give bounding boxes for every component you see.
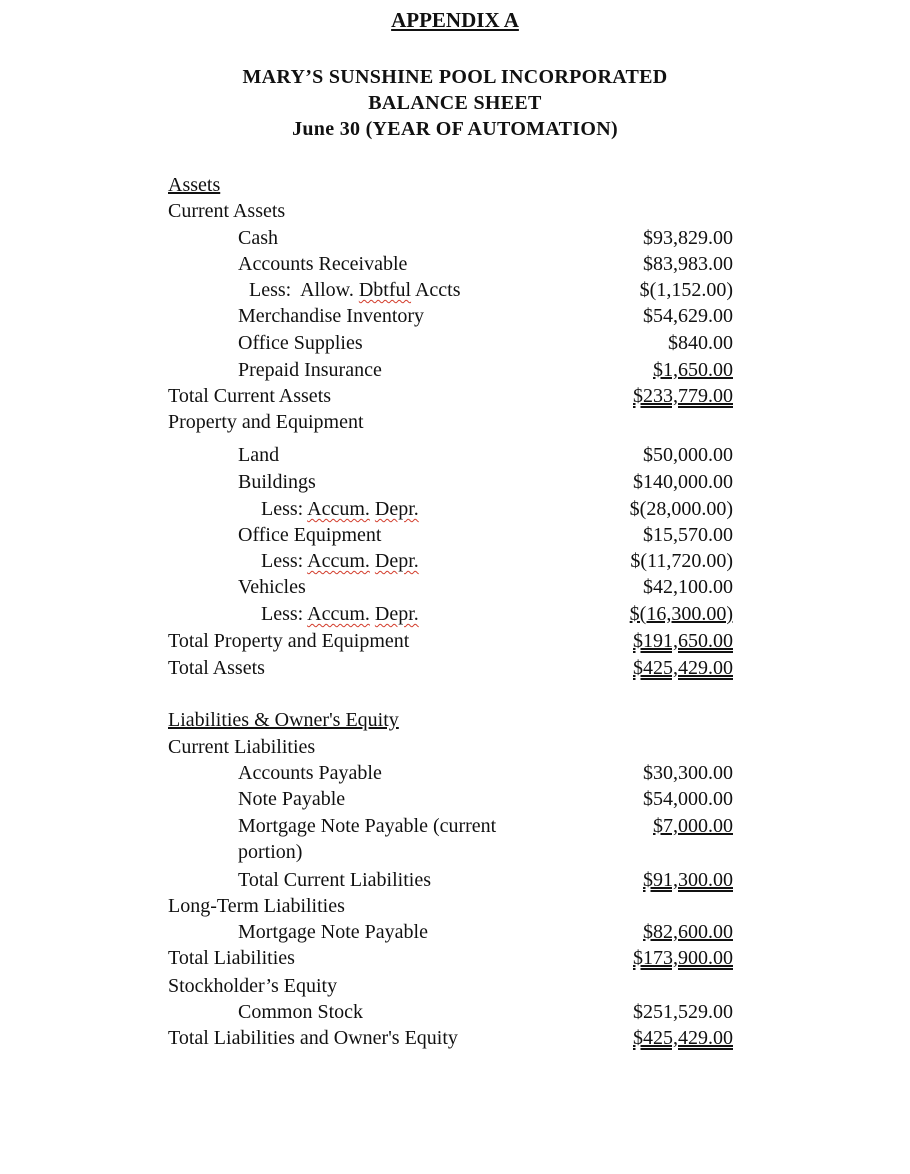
depr-word-accum: Accum. — [307, 498, 370, 520]
buildings-row — [0, 469, 910, 495]
depr-word-depr: Depr. — [374, 498, 419, 520]
appendix-heading: APPENDIX A — [391, 8, 519, 32]
land-label: Land — [238, 444, 280, 466]
total-liabilities-label: Total Liabilities — [168, 947, 295, 969]
total-property-row — [0, 628, 910, 654]
prepaid-insurance-value: $1,650.00 — [653, 359, 733, 381]
office-depreciation-value: $(11,720.00) — [630, 550, 733, 572]
buildings-label: Buildings — [238, 471, 316, 493]
land-value: $50,000.00 — [643, 444, 733, 466]
cash-value: $93,829.00 — [643, 227, 733, 249]
long-term-heading-row — [0, 893, 910, 919]
total-assets-value: $425,429.00 — [633, 657, 733, 679]
grand-total-value: $425,429.00 — [633, 1027, 733, 1049]
buildings-depreciation-row — [0, 496, 910, 522]
vehicles-depreciation-row — [0, 601, 910, 627]
current-liabilities-heading: Current Liabilities — [168, 736, 316, 758]
grand-total-label: Total Liabilities and Owner's Equity — [168, 1027, 458, 1049]
prepaid-insurance-row — [0, 357, 910, 383]
mortgage-payable-value: $82,600.00 — [643, 921, 733, 943]
total-assets-row — [0, 655, 910, 681]
depr-word-accum: Accum. — [307, 550, 370, 572]
mortgage-current-row-cont — [0, 839, 910, 865]
office-supplies-value: $840.00 — [668, 332, 733, 354]
office-equipment-value: $15,570.00 — [643, 524, 733, 546]
office-supplies-label: Office Supplies — [238, 332, 363, 354]
land-row — [0, 442, 910, 468]
cash-label: Cash — [238, 227, 278, 249]
total-property-value: $191,650.00 — [633, 630, 733, 652]
property-heading: Property and Equipment — [168, 411, 364, 433]
total-liabilities-value: $173,900.00 — [633, 947, 733, 969]
office-depreciation-label — [261, 548, 419, 574]
accounts-receivable-row — [0, 251, 910, 277]
allowance-value: $(1,152.00) — [639, 279, 733, 301]
depr-prefix: Less: — [261, 550, 308, 572]
allowance-row — [0, 277, 910, 303]
office-depreciation-row — [0, 548, 910, 574]
mortgage-current-value: $7,000.00 — [653, 815, 733, 837]
note-payable-row — [0, 786, 910, 812]
accounts-payable-label: Accounts Payable — [238, 762, 382, 784]
prepaid-insurance-label: Prepaid Insurance — [238, 359, 382, 381]
vehicles-value: $42,100.00 — [643, 576, 733, 598]
depr-prefix: Less: — [261, 603, 308, 625]
allowance-label — [249, 277, 460, 303]
mortgage-current-label-line2: portion) — [238, 841, 303, 863]
current-liabilities-heading-row — [0, 734, 910, 760]
long-term-heading: Long-Term Liabilities — [168, 895, 345, 917]
total-current-assets-label: Total Current Assets — [168, 385, 332, 407]
liabilities-heading: Liabilities & Owner's Equity — [168, 709, 399, 731]
total-current-liabilities-value: $91,300.00 — [643, 869, 733, 891]
common-stock-row — [0, 999, 910, 1025]
total-current-liabilities-label: Total Current Liabilities — [238, 869, 431, 891]
vehicles-depreciation-value: $(16,300.00) — [629, 603, 733, 625]
common-stock-value: $251,529.00 — [633, 1001, 733, 1023]
accounts-payable-row — [0, 760, 910, 786]
allowance-misspelled-word: Dbtful — [358, 279, 412, 301]
office-equipment-row — [0, 522, 910, 548]
total-assets-label: Total Assets — [168, 657, 265, 679]
allowance-suffix: Accts — [411, 279, 461, 301]
buildings-depreciation-value: $(28,000.00) — [629, 498, 733, 520]
note-payable-value: $54,000.00 — [643, 788, 733, 810]
property-heading-row — [0, 409, 910, 435]
report-period: June 30 (YEAR OF AUTOMATION) — [292, 118, 618, 140]
mortgage-current-row — [0, 813, 910, 839]
mortgage-payable-row — [0, 919, 910, 945]
depr-prefix: Less: — [261, 498, 308, 520]
company-name: MARY’S SUNSHINE POOL INCORPORATED — [242, 66, 668, 88]
accounts-receivable-value: $83,983.00 — [643, 253, 733, 275]
liabilities-heading-row — [0, 707, 910, 733]
accounts-payable-value: $30,300.00 — [643, 762, 733, 784]
depr-word-depr: Depr. — [374, 603, 419, 625]
grand-total-row — [0, 1025, 910, 1051]
vehicles-row — [0, 574, 910, 600]
depr-word-accum: Accum. — [307, 603, 370, 625]
vehicles-label: Vehicles — [238, 576, 306, 598]
cash-row — [0, 225, 910, 251]
total-current-liabilities-row — [0, 867, 910, 893]
assets-heading: Assets — [168, 174, 221, 196]
total-property-label: Total Property and Equipment — [168, 630, 410, 652]
office-supplies-row — [0, 330, 910, 356]
accounts-receivable-label: Accounts Receivable — [238, 253, 408, 275]
current-assets-heading: Current Assets — [168, 200, 286, 222]
equity-heading: Stockholder’s Equity — [168, 975, 338, 997]
total-current-assets-value: $233,779.00 — [633, 385, 733, 407]
merchandise-label: Merchandise Inventory — [238, 305, 425, 327]
equity-heading-row — [0, 973, 910, 999]
mortgage-payable-label: Mortgage Note Payable — [238, 921, 428, 943]
common-stock-label: Common Stock — [238, 1001, 364, 1023]
merchandise-row — [0, 303, 910, 329]
buildings-depreciation-label — [261, 496, 419, 522]
report-title: BALANCE SHEET — [368, 92, 542, 114]
total-liabilities-row — [0, 945, 910, 971]
assets-heading-row — [0, 172, 910, 198]
mortgage-current-label-line1: Mortgage Note Payable (current — [238, 815, 497, 837]
depr-word-depr: Depr. — [374, 550, 419, 572]
office-equipment-label: Office Equipment — [238, 524, 382, 546]
note-payable-label: Note Payable — [238, 788, 346, 810]
vehicles-depreciation-label — [261, 601, 419, 627]
buildings-value: $140,000.00 — [633, 471, 733, 493]
total-current-assets-row — [0, 383, 910, 409]
allowance-prefix: Less: Allow. — [249, 279, 359, 301]
current-assets-heading-row — [0, 198, 910, 224]
merchandise-value: $54,629.00 — [643, 305, 733, 327]
